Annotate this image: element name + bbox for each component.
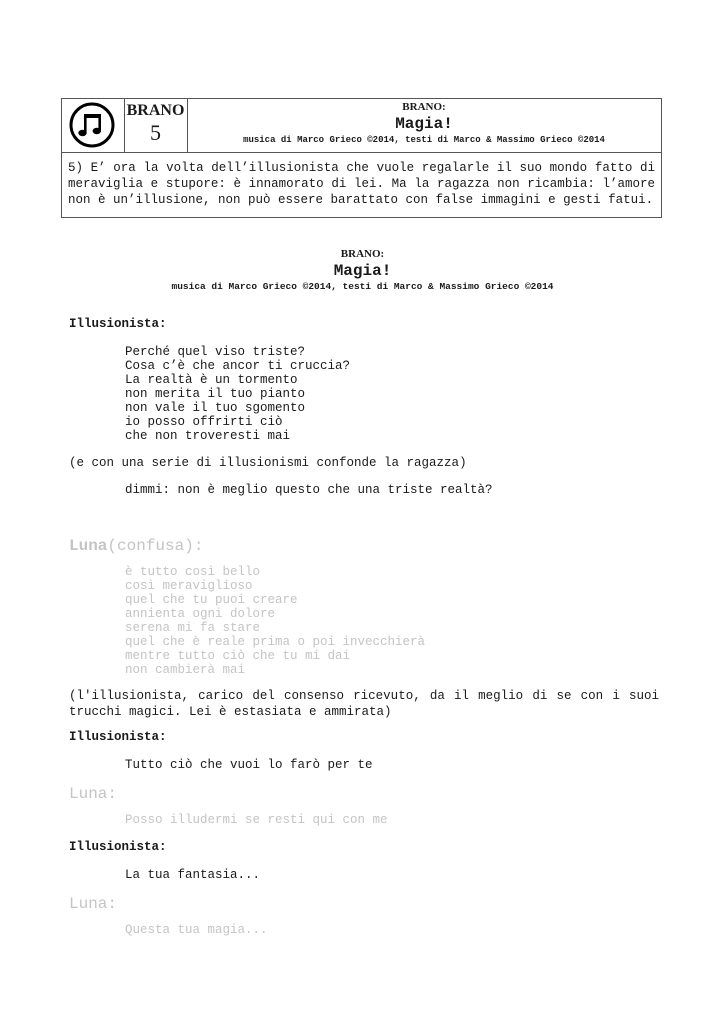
verse-line: mentre tutto ciò che tu mi dai bbox=[125, 649, 351, 663]
verse-line: annienta ogni dolore bbox=[125, 607, 276, 621]
verse-line: La realtà è un tormento bbox=[125, 373, 298, 387]
verse-illusionista-extra: dimmi: non è meglio questo che una triste realtà? bbox=[125, 483, 493, 497]
song-heading bbox=[0, 246, 725, 293]
verse-luna-3: Questa tua magia... bbox=[125, 923, 268, 937]
header-credit: musica di Marco Grieco ©2014, testi di Marco & Massimo Grieco ©2014 bbox=[243, 135, 605, 145]
brano-number: 5 bbox=[150, 120, 161, 145]
speaker-luna-2: Luna: bbox=[69, 785, 118, 803]
speaker-luna-direction: (confusa): bbox=[107, 537, 204, 555]
brano-label: BRANO bbox=[126, 102, 185, 119]
speaker-luna-name: Luna bbox=[69, 537, 108, 555]
verse-line: quel che tu puoi creare bbox=[125, 593, 298, 607]
header-box bbox=[61, 98, 662, 218]
stage-direction-1: (e con una serie di illusionismi confonde la ragazza) bbox=[69, 456, 467, 470]
header-description: 5) E’ ora la volta dell’illusionista che vuole regalarle il suo mondo fatto di meraviglia e stupore: è innamorato di lei. Ma la ragazza non ricambia: l’amore non è un’illusione, non può essere barattato con false immagini e gesti fatui. bbox=[68, 161, 655, 207]
song-brano-small: BRANO: bbox=[340, 248, 385, 260]
verse-line: è tutto così bello bbox=[125, 565, 261, 579]
verse-line: Cosa c’è che ancor ti cruccia? bbox=[125, 359, 351, 373]
verse-line: io posso offrirti ciò bbox=[125, 415, 283, 429]
title-cell bbox=[187, 99, 661, 152]
header-title: Magia! bbox=[395, 115, 453, 133]
verse-line: così meraviglioso bbox=[125, 579, 253, 593]
verse-line: non merita il tuo pianto bbox=[125, 387, 306, 401]
verse-luna-1 bbox=[69, 565, 715, 677]
icon-cell bbox=[62, 99, 125, 152]
speaker-luna-3: Luna: bbox=[69, 895, 118, 913]
verse-line: non cambierà mai bbox=[125, 663, 246, 677]
song-title: Magia! bbox=[333, 262, 392, 280]
brano-cell bbox=[124, 99, 188, 152]
verse-luna-2: Posso illudermi se resti qui con me bbox=[125, 813, 388, 827]
speaker-luna-confusa bbox=[69, 537, 659, 555]
speaker-illusionista-3: Illusionista: bbox=[69, 840, 167, 854]
song-credit: musica di Marco Grieco ©2014, testi di Marco & Massimo Grieco ©2014 bbox=[171, 281, 554, 292]
header-row bbox=[62, 99, 661, 153]
verse-illusionista-2: Tutto ciò che vuoi lo farò per te bbox=[125, 758, 373, 772]
verse-line: serena mi fa stare bbox=[125, 621, 261, 635]
verse-line: quel che è reale prima o poi invecchierà bbox=[125, 635, 426, 649]
verse-line: non vale il tuo sgomento bbox=[125, 401, 306, 415]
speaker-illusionista-2: Illusionista: bbox=[69, 730, 167, 744]
verse-line: che non troveresti mai bbox=[125, 429, 291, 443]
speaker-illusionista: Illusionista: bbox=[69, 317, 167, 331]
music-note-icon bbox=[69, 102, 115, 148]
stage-direction-2: (l'illusionista, carico del consenso ricevuto, da il meglio di se con i suoi trucchi magici. Lei è estasiata e ammirata) bbox=[69, 689, 659, 719]
header-brano-small: BRANO: bbox=[402, 101, 446, 113]
verse-line: Perché quel viso triste? bbox=[125, 345, 306, 359]
verse-illusionista-1 bbox=[69, 345, 715, 443]
verse-illusionista-3: La tua fantasia... bbox=[125, 868, 261, 882]
